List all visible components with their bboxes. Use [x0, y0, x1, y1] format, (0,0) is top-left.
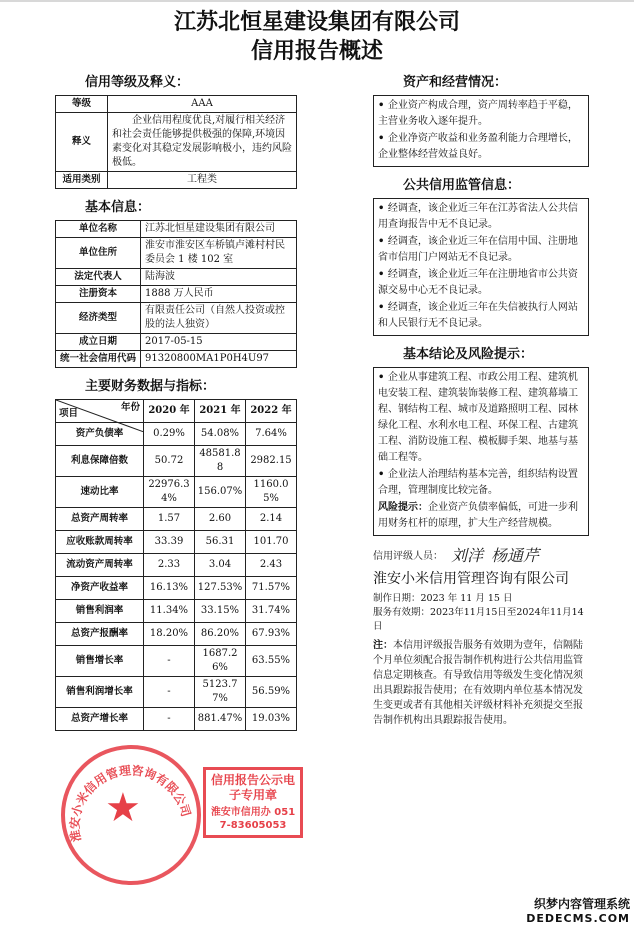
founded-value: 2017-05-15: [141, 334, 297, 351]
round-seal-text: 淮安小米信用管理咨询有限公司: [67, 763, 194, 843]
metric-value: 0.29%: [144, 423, 195, 446]
metric-value: 33.15%: [195, 600, 246, 623]
metric-value: 63.55%: [246, 646, 297, 677]
signature-2: 杨通芹: [491, 546, 540, 565]
regulation-block: [373, 177, 589, 336]
metric-value: 19.03%: [246, 708, 297, 731]
signature-1: 刘洋: [451, 546, 484, 565]
table-row: [56, 646, 297, 677]
credit-code-value: 91320800MA1P0H4U97: [141, 351, 297, 368]
rect-seal-line1: 信用报告公示电子专用章: [210, 773, 295, 802]
credit-code-label: 统一社会信用代码: [56, 351, 141, 368]
metric-value: 33.39: [144, 531, 195, 554]
address-label: 单位住所: [56, 238, 141, 269]
finance-block: [55, 378, 297, 731]
risk-label: 风险提示：: [378, 502, 428, 513]
issuer-org: [373, 570, 589, 588]
metric-value: 3.04: [195, 554, 246, 577]
metric-value: 7.64%: [246, 423, 297, 446]
table-row: [56, 554, 297, 577]
left-column: [55, 74, 297, 891]
metric-value: 86.20%: [195, 623, 246, 646]
metric-value: 71.57%: [246, 577, 297, 600]
metric-label: 总资产增长率: [56, 708, 144, 731]
metric-value: 101.70: [246, 531, 297, 554]
capital-label: 注册资本: [56, 286, 141, 303]
basic-section-heading: 基本信息：: [85, 200, 151, 215]
conclusion-section-heading: 基本结论及风险提示：: [403, 347, 534, 362]
metric-value: 2.33: [144, 554, 195, 577]
economic-type-label: 经济类型: [56, 303, 141, 334]
credit-grade-table: [55, 95, 297, 189]
metric-value: 2.60: [195, 508, 246, 531]
watermark-line1: 织梦内容管理系统: [533, 897, 630, 911]
address-value: 淮安市淮安区车桥镇卢滩村村民委员会 1 楼 102 室: [141, 238, 297, 269]
item-header: 项目: [59, 408, 79, 419]
grade-value: AAA: [108, 96, 297, 113]
metric-label: 销售利润率: [56, 600, 144, 623]
finance-section-heading: 主要财务数据与指标：: [85, 379, 216, 394]
metric-value: 127.53%: [195, 577, 246, 600]
metric-value: 50.72: [144, 446, 195, 477]
metric-label: 速动比率: [56, 477, 144, 508]
legal-rep-value: 陆海波: [141, 269, 297, 286]
rect-seal: [203, 767, 303, 838]
metric-value: 5123.77%: [195, 677, 246, 708]
table-row: [56, 303, 297, 334]
metric-value: 22976.34%: [144, 477, 195, 508]
stamps-area: [55, 741, 297, 891]
conclusion-box: [373, 367, 589, 536]
metric-value: 16.13%: [144, 577, 195, 600]
assets-block: [373, 74, 589, 167]
category-label: 适用类别: [56, 172, 108, 189]
title-block: [0, 2, 634, 66]
assets-item: • 企业净资产收益和业务盈利能力合理增长，企业整体经营效益良好。: [378, 131, 584, 163]
metric-label: 总资产报酬率: [56, 623, 144, 646]
conclusion-item: • 企业法人治理结构基本完善，组织结构设置合理，管理制度比较完备。: [378, 467, 584, 499]
table-row: [56, 351, 297, 368]
table-row: [56, 269, 297, 286]
metric-label: 总资产周转率: [56, 508, 144, 531]
table-row: [56, 238, 297, 269]
metric-label: 利息保障倍数: [56, 446, 144, 477]
metric-value: 18.20%: [144, 623, 195, 646]
metric-value: -: [144, 677, 195, 708]
table-header-row: [56, 400, 297, 423]
metric-value: 11.34%: [144, 600, 195, 623]
metric-value: 2.43: [246, 554, 297, 577]
year-2022-header: 2022 年: [246, 400, 297, 423]
metric-value: 1.57: [144, 508, 195, 531]
metric-value: -: [144, 646, 195, 677]
assets-section-heading: 资产和经营情况：: [403, 75, 508, 90]
metric-label: 净资产收益率: [56, 577, 144, 600]
regulation-item: • 经调查，该企业近三年在江苏省法人公共信用查询报告中无不良记录。: [378, 201, 584, 233]
capital-value: 1888 万人民币: [141, 286, 297, 303]
metric-value: 2.14: [246, 508, 297, 531]
year-header: 年份: [120, 402, 140, 413]
note-label: 注：: [373, 640, 393, 651]
note: [373, 638, 589, 728]
rater-row: [373, 546, 589, 566]
year-2020-header: 2020 年: [144, 400, 195, 423]
table-row: [56, 96, 297, 113]
company-name-label: 单位名称: [56, 221, 141, 238]
risk-tip: [378, 500, 584, 532]
metric-label: 销售增长率: [56, 646, 144, 677]
service-period: [373, 606, 589, 634]
footer-block: [373, 546, 589, 728]
table-row: [56, 577, 297, 600]
date-value: 2023 年 11 月 15 日: [420, 593, 513, 604]
metric-value: 2982.15: [246, 446, 297, 477]
table-row: [56, 600, 297, 623]
metric-value: 881.47%: [195, 708, 246, 731]
table-row: [56, 286, 297, 303]
finance-table: [55, 399, 297, 731]
metric-value: 56.31: [195, 531, 246, 554]
issuer-org-line2: 公司: [541, 571, 569, 587]
metric-label: 流动资产周转率: [56, 554, 144, 577]
assets-box: [373, 95, 589, 167]
watermark: [0, 891, 634, 930]
table-row: [56, 531, 297, 554]
grade-label: 等级: [56, 96, 108, 113]
founded-label: 成立日期: [56, 334, 141, 351]
table-row: [56, 477, 297, 508]
metric-label: 资产负债率: [56, 423, 144, 446]
legal-rep-label: 法定代表人: [56, 269, 141, 286]
year-2021-header: 2021 年: [195, 400, 246, 423]
company-title: 江苏北恒星建设集团有限公司: [173, 10, 460, 35]
date-label: 制作日期：: [373, 593, 421, 604]
metric-label: 销售利润增长率: [56, 677, 144, 708]
metric-value: 67.93%: [246, 623, 297, 646]
table-row: [56, 221, 297, 238]
report-title: 信用报告概述: [250, 39, 383, 64]
metric-value: 48581.88: [195, 446, 246, 477]
watermark-line2: DEDECMS.COM: [526, 912, 630, 925]
definition-value: 企业信用程度优良,对履行相关经济和社会责任能够提供极强的保障,环境因素变化对其稳定发展影响极小，违约风险极低。: [108, 113, 297, 172]
issuer-org-line1: 淮安小米信用管理咨询有限: [373, 571, 541, 587]
table-row: [56, 508, 297, 531]
regulation-item: • 经调查，该企业近三年在失信被执行人网站和人民银行无不良记录。: [378, 300, 584, 332]
issue-date: [373, 592, 589, 606]
basic-block: [55, 199, 297, 368]
definition-label: 释义: [56, 113, 108, 172]
table-row: [56, 708, 297, 731]
metric-value: 54.08%: [195, 423, 246, 446]
note-text: 本信用评级报告服务有效期为壹年，信隔陆个月单位须配合报告制作机构进行公共信用监管信息定期核查。有导致信用等级发生变化情况须出具跟踪报告使用；在有效期内单位基本情况发生变更或者有其他相关评级材料补充须提交至报告制作机构出具跟踪报告使用。: [373, 640, 583, 726]
metric-label: 应收账款周转率: [56, 531, 144, 554]
metric-value: 31.74%: [246, 600, 297, 623]
regulation-section-heading: 公共信用监管信息：: [403, 178, 521, 193]
table-row: [56, 334, 297, 351]
two-column-body: [0, 66, 634, 891]
conclusion-item: • 企业从事建筑工程、市政公用工程、建筑机电安装工程、建筑装饰装修工程、建筑幕墙工程、钢结构工程、城市及道路照明工程、园林绿化工程、水利水电工程、环保工程、古建筑工程、消防设施工程、模板脚手架、地基与基础工程等。: [378, 370, 584, 466]
diagonal-header-cell: [56, 400, 144, 423]
risk-text: 企业资产负债率偏低，可进一步利用财务杠杆的原理，扩大生产经营规模。: [378, 502, 578, 529]
rect-seal-line2: 淮安市信用办 0517-83605053: [210, 807, 296, 831]
right-column: [373, 74, 589, 891]
metric-value: -: [144, 708, 195, 731]
economic-type-value: 有限责任公司（自然人投资或控股的法人独资）: [141, 303, 297, 334]
metric-value: 1160.05%: [246, 477, 297, 508]
regulation-item: • 经调查，该企业近三年在信用中国、注册地省市信用门户网站无不良记录。: [378, 234, 584, 266]
credit-block: [55, 74, 297, 189]
rater-label: 信用评级人员：: [373, 550, 443, 562]
assets-item: • 企业资产构成合理，资产周转率趋于平稳，主营业务收入逐年提升。: [378, 98, 584, 130]
metric-value: 156.07%: [195, 477, 246, 508]
table-row: [56, 623, 297, 646]
company-name-value: 江苏北恒星建设集团有限公司: [141, 221, 297, 238]
service-value: 2023年11月15日至2024年11月14日: [373, 607, 584, 632]
table-row: [56, 446, 297, 477]
table-row: [56, 172, 297, 189]
basic-info-table: [55, 220, 297, 368]
metric-value: 1687.26%: [195, 646, 246, 677]
regulation-box: [373, 198, 589, 336]
table-row: [56, 677, 297, 708]
table-row: [56, 113, 297, 172]
metric-value: 56.59%: [246, 677, 297, 708]
credit-section-heading: 信用等级及释义：: [85, 75, 190, 90]
conclusion-block: [373, 346, 589, 536]
seal-star-icon: ★: [105, 785, 141, 831]
category-value: 工程类: [108, 172, 297, 189]
service-label: 服务有效期：: [373, 607, 431, 618]
regulation-item: • 经调查，该企业近三年在注册地省市公共资源交易中心无不良记录。: [378, 267, 584, 299]
